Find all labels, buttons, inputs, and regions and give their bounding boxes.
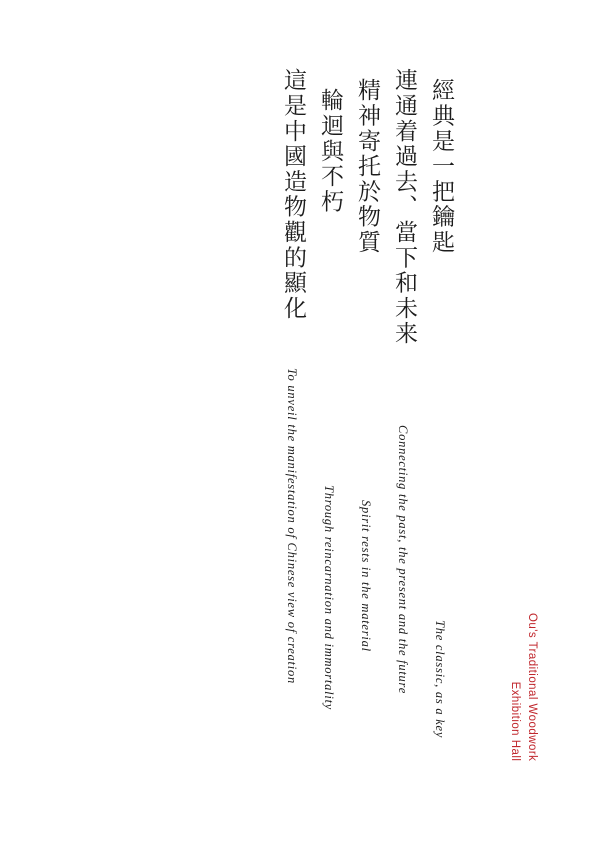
poem-line-en-1: The classic, as a key [433,620,447,739]
poem-line-en-4: Through reincarnation and immortality [322,485,336,711]
poem-line-en-3: Spirit rests in the material [359,500,373,652]
poem-line-zh-5: 這是中國造物觀的顯化 [281,68,306,321]
poem-line-zh-3: 精神寄托於物質 [355,78,380,256]
poem-line-zh-2: 連通着過去、當下和未来 [392,68,417,347]
poem-line-en-2: Connecting the past, the present and the future [396,425,410,695]
exhibition-title-line1: Ou's Traditional Woodwork [526,613,538,762]
poem-line-en-5: To unveil the manifestation of Chinese view of creation [285,368,299,684]
poem-line-zh-1: 經典是一把鑰匙 [429,78,454,256]
poem-line-zh-4: 輪迴與不朽 [318,88,343,215]
exhibition-title [507,613,540,761]
exhibition-title-line2: Exhibition Hall [509,681,522,762]
